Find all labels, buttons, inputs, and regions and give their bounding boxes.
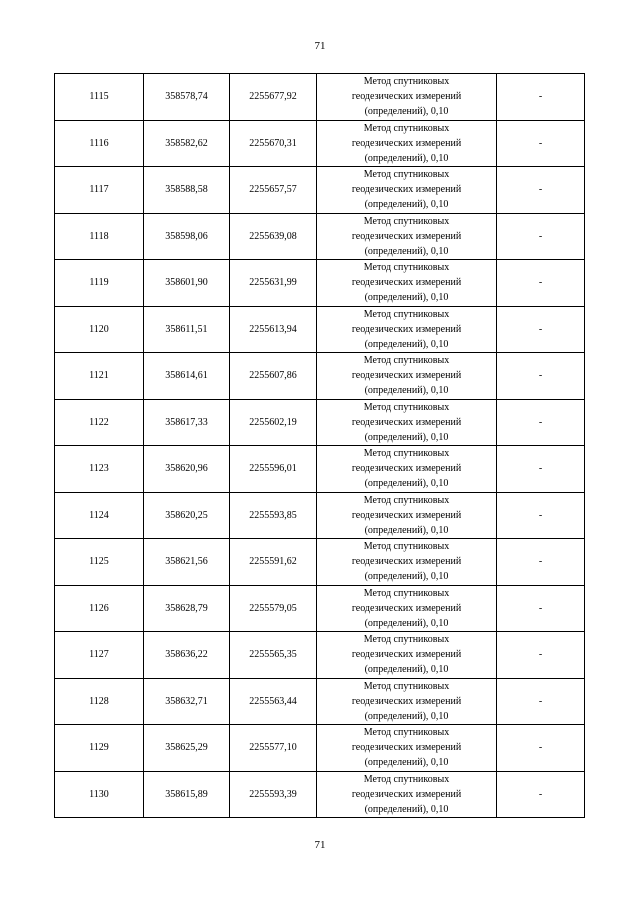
method-line: (определений), 0,10 — [364, 199, 449, 211]
method-line: (определений), 0,10 — [364, 245, 449, 257]
method-line: (определений), 0,10 — [364, 617, 449, 629]
method-cell — [317, 353, 497, 400]
x-coordinate-cell: 358628,79 — [144, 585, 230, 632]
x-coordinate-cell: 358636,22 — [144, 632, 230, 679]
y-coordinate-cell: 2255613,94 — [230, 306, 317, 353]
method-line: геодезических измерений — [351, 323, 462, 335]
method-cell — [317, 167, 497, 214]
y-coordinate-cell: 2255631,99 — [230, 260, 317, 307]
x-coordinate-cell: 358632,71 — [144, 678, 230, 725]
method-line: геодезических измерений — [351, 230, 462, 242]
y-coordinate-cell: 2255657,57 — [230, 167, 317, 214]
method-cell — [317, 585, 497, 632]
table-row — [55, 120, 585, 167]
table-row — [55, 213, 585, 260]
method-line: (определений), 0,10 — [364, 524, 449, 536]
method-cell — [317, 771, 497, 818]
method-cell — [317, 399, 497, 446]
method-line: (определений), 0,10 — [364, 664, 449, 676]
method-cell — [317, 74, 497, 121]
page-number-top: 71 — [314, 40, 326, 52]
note-cell: - — [497, 632, 585, 679]
point-id-cell: 1118 — [55, 213, 144, 260]
method-cell — [317, 446, 497, 493]
method-line: геодезических измерений — [351, 602, 462, 614]
point-id-cell: 1124 — [55, 492, 144, 539]
method-line: (определений), 0,10 — [364, 152, 449, 164]
method-line: Метод спутниковых — [363, 680, 450, 692]
method-line: (определений), 0,10 — [364, 106, 449, 118]
method-line: геодезических измерений — [351, 137, 462, 149]
x-coordinate-cell: 358611,51 — [144, 306, 230, 353]
method-line: геодезических измерений — [351, 277, 462, 289]
note-cell: - — [497, 120, 585, 167]
note-cell: - — [497, 771, 585, 818]
x-coordinate-cell: 358620,25 — [144, 492, 230, 539]
page-number-bottom: 71 — [314, 839, 326, 851]
table-row — [55, 632, 585, 679]
coordinates-table-body — [55, 74, 585, 818]
y-coordinate-cell: 2255565,35 — [230, 632, 317, 679]
method-line: (определений), 0,10 — [364, 757, 449, 769]
method-line: геодезических измерений — [351, 509, 462, 521]
y-coordinate-cell: 2255579,05 — [230, 585, 317, 632]
method-cell — [317, 632, 497, 679]
method-line: (определений), 0,10 — [364, 478, 449, 490]
y-coordinate-cell: 2255639,08 — [230, 213, 317, 260]
method-line: (определений), 0,10 — [364, 803, 449, 815]
method-line: (определений), 0,10 — [364, 385, 449, 397]
y-coordinate-cell: 2255670,31 — [230, 120, 317, 167]
point-id-cell: 1127 — [55, 632, 144, 679]
y-coordinate-cell: 2255607,86 — [230, 353, 317, 400]
method-line: (определений), 0,10 — [364, 571, 449, 583]
x-coordinate-cell: 358598,06 — [144, 213, 230, 260]
method-line: Метод спутниковых — [363, 122, 450, 134]
x-coordinate-cell: 358588,58 — [144, 167, 230, 214]
y-coordinate-cell: 2255563,44 — [230, 678, 317, 725]
point-id-cell: 1123 — [55, 446, 144, 493]
table-row — [55, 492, 585, 539]
y-coordinate-cell: 2255602,19 — [230, 399, 317, 446]
coordinates-table — [54, 73, 585, 818]
y-coordinate-cell: 2255593,85 — [230, 492, 317, 539]
x-coordinate-cell: 358615,89 — [144, 771, 230, 818]
method-line: геодезических измерений — [351, 742, 462, 754]
note-cell: - — [497, 306, 585, 353]
point-id-cell: 1116 — [55, 120, 144, 167]
method-cell — [317, 492, 497, 539]
table-row — [55, 74, 585, 121]
note-cell: - — [497, 678, 585, 725]
note-cell: - — [497, 74, 585, 121]
method-line: геодезических измерений — [351, 695, 462, 707]
table-row — [55, 539, 585, 586]
point-id-cell: 1115 — [55, 74, 144, 121]
x-coordinate-cell: 358620,96 — [144, 446, 230, 493]
note-cell: - — [497, 446, 585, 493]
table-row — [55, 353, 585, 400]
x-coordinate-cell: 358582,62 — [144, 120, 230, 167]
method-line: Метод спутниковых — [363, 169, 450, 181]
table-row — [55, 585, 585, 632]
method-line: Метод спутниковых — [363, 773, 450, 785]
point-id-cell: 1128 — [55, 678, 144, 725]
x-coordinate-cell: 358617,33 — [144, 399, 230, 446]
point-id-cell: 1130 — [55, 771, 144, 818]
method-line: Метод спутниковых — [363, 448, 450, 460]
table-row — [55, 306, 585, 353]
x-coordinate-cell: 358614,61 — [144, 353, 230, 400]
note-cell: - — [497, 725, 585, 772]
x-coordinate-cell: 358625,29 — [144, 725, 230, 772]
table-row — [55, 399, 585, 446]
method-line: геодезических измерений — [351, 463, 462, 475]
method-line: Метод спутниковых — [363, 215, 450, 227]
method-cell — [317, 120, 497, 167]
method-line: Метод спутниковых — [363, 727, 450, 739]
note-cell: - — [497, 353, 585, 400]
y-coordinate-cell: 2255577,10 — [230, 725, 317, 772]
point-id-cell: 1119 — [55, 260, 144, 307]
point-id-cell: 1129 — [55, 725, 144, 772]
method-line: Метод спутниковых — [363, 541, 450, 553]
point-id-cell: 1121 — [55, 353, 144, 400]
method-cell — [317, 539, 497, 586]
method-cell — [317, 260, 497, 307]
note-cell: - — [497, 492, 585, 539]
method-line: Метод спутниковых — [363, 587, 450, 599]
method-line: (определений), 0,10 — [364, 431, 449, 443]
point-id-cell: 1125 — [55, 539, 144, 586]
method-line: геодезических измерений — [351, 184, 462, 196]
method-line: Метод спутниковых — [363, 308, 450, 320]
method-line: геодезических измерений — [351, 91, 462, 103]
table-row — [55, 260, 585, 307]
method-line: Метод спутниковых — [363, 494, 450, 506]
y-coordinate-cell: 2255591,62 — [230, 539, 317, 586]
note-cell: - — [497, 399, 585, 446]
method-line: геодезических измерений — [351, 370, 462, 382]
method-line: (определений), 0,10 — [364, 292, 449, 304]
y-coordinate-cell: 2255593,39 — [230, 771, 317, 818]
x-coordinate-cell: 358621,56 — [144, 539, 230, 586]
x-coordinate-cell: 358578,74 — [144, 74, 230, 121]
table-row — [55, 167, 585, 214]
method-line: геодезических измерений — [351, 649, 462, 661]
y-coordinate-cell: 2255596,01 — [230, 446, 317, 493]
table-row — [55, 725, 585, 772]
method-cell — [317, 678, 497, 725]
point-id-cell: 1126 — [55, 585, 144, 632]
note-cell: - — [497, 260, 585, 307]
method-line: Метод спутниковых — [363, 634, 450, 646]
method-line: Метод спутниковых — [363, 76, 450, 88]
method-line: геодезических измерений — [351, 416, 462, 428]
method-line: геодезических измерений — [351, 788, 462, 800]
point-id-cell: 1120 — [55, 306, 144, 353]
table-row — [55, 446, 585, 493]
y-coordinate-cell: 2255677,92 — [230, 74, 317, 121]
point-id-cell: 1117 — [55, 167, 144, 214]
method-cell — [317, 306, 497, 353]
method-cell — [317, 725, 497, 772]
note-cell: - — [497, 585, 585, 632]
x-coordinate-cell: 358601,90 — [144, 260, 230, 307]
table-row — [55, 678, 585, 725]
method-line: Метод спутниковых — [363, 262, 450, 274]
method-line: Метод спутниковых — [363, 401, 450, 413]
note-cell: - — [497, 539, 585, 586]
method-line: геодезических измерений — [351, 556, 462, 568]
note-cell: - — [497, 167, 585, 214]
method-line: (определений), 0,10 — [364, 338, 449, 350]
table-row — [55, 771, 585, 818]
note-cell: - — [497, 213, 585, 260]
method-line: (определений), 0,10 — [364, 710, 449, 722]
point-id-cell: 1122 — [55, 399, 144, 446]
method-line: Метод спутниковых — [363, 355, 450, 367]
method-cell — [317, 213, 497, 260]
